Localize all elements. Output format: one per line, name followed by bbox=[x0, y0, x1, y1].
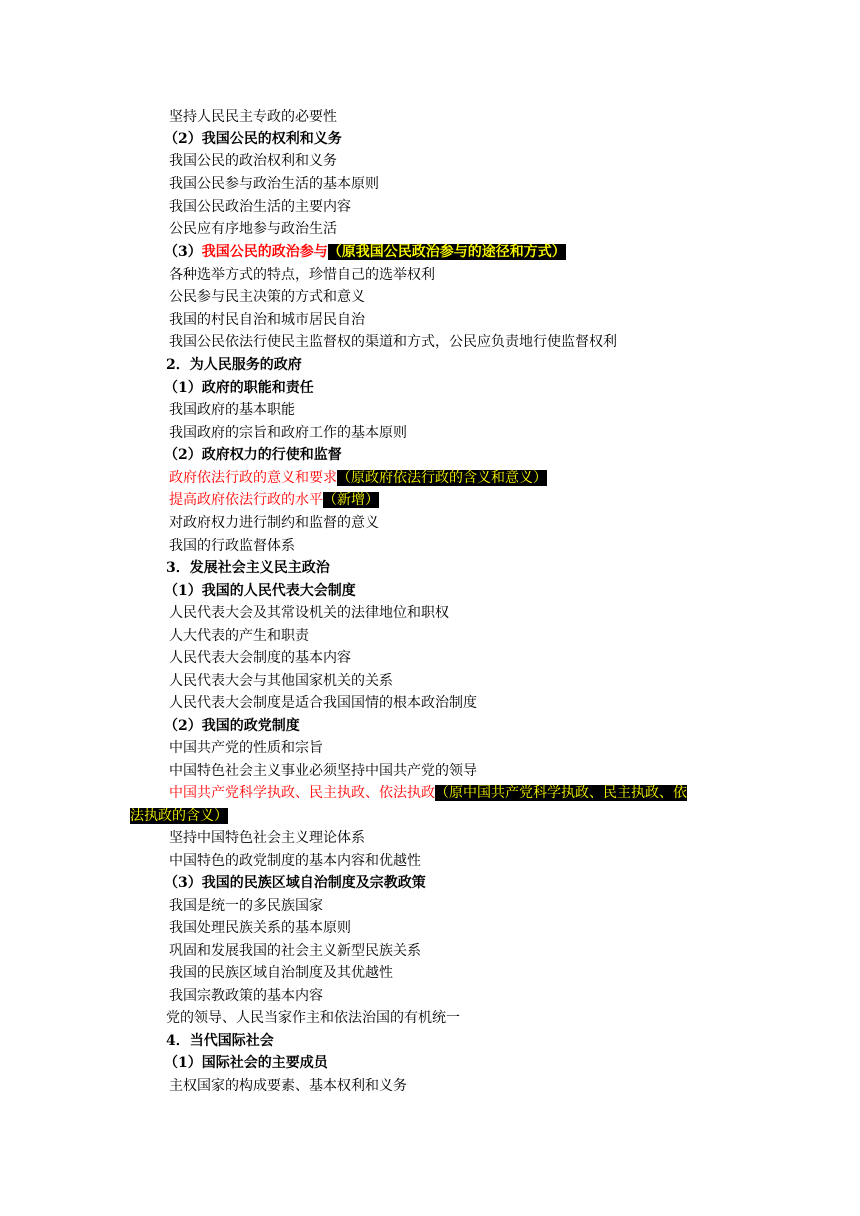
original-title-note: 法执政的含义） bbox=[130, 808, 228, 824]
text-line: 人大代表的产生和职责 bbox=[169, 628, 309, 644]
new-item-text: 提高政府依法行政的水平 bbox=[169, 492, 323, 508]
original-title-note: （原中国共产党科学执政、民主执政、依 bbox=[435, 785, 687, 801]
text-line: 我国的民族区域自治制度及其优越性 bbox=[169, 965, 393, 981]
text-line: 我国公民参与政治生活的基本原则 bbox=[169, 176, 379, 192]
text-line: 主权国家的构成要素、基本权利和义务 bbox=[169, 1078, 407, 1094]
text-line: 我国公民的政治权利和义务 bbox=[169, 153, 337, 169]
text-line bbox=[169, 467, 547, 489]
new-heading-text: 我国公民的政治参与 bbox=[201, 244, 328, 260]
subsection-heading: （1）我国的人民代表大会制度 bbox=[164, 583, 356, 599]
original-title-note: （原政府依法行政的含义和意义） bbox=[337, 470, 547, 486]
section-heading: 3．发展社会主义民主政治 bbox=[166, 560, 330, 576]
section-heading: 4．当代国际社会 bbox=[166, 1033, 274, 1049]
original-title-note: （原我国公民政治参与的途径和方式） bbox=[327, 244, 566, 260]
new-added-note: （新增） bbox=[323, 492, 379, 508]
subsection-heading: （1）政府的职能和责任 bbox=[164, 380, 314, 396]
text-line: 我国政府的宗旨和政府工作的基本原则 bbox=[169, 425, 407, 441]
subsection-heading: （2）政府权力的行使和监督 bbox=[164, 447, 342, 463]
subsection-heading: （3）我国的民族区域自治制度及宗教政策 bbox=[164, 875, 426, 891]
heading-number: （3） bbox=[164, 244, 202, 260]
text-line: 中国特色社会主义事业必须坚持中国共产党的领导 bbox=[169, 763, 477, 779]
text-line: 人民代表大会制度是适合我国国情的根本政治制度 bbox=[169, 695, 477, 711]
text-line: 坚持人民民主专政的必要性 bbox=[169, 109, 337, 125]
subsection-heading: （2）我国公民的权利和义务 bbox=[164, 131, 342, 147]
text-line: 公民参与民主决策的方式和意义 bbox=[169, 289, 365, 305]
text-line: 我国处理民族关系的基本原则 bbox=[169, 920, 351, 936]
text-line: 坚持中国特色社会主义理论体系 bbox=[169, 830, 365, 846]
text-line: 人民代表大会及其常设机关的法律地位和职权 bbox=[169, 605, 449, 621]
text-line: 我国宗教政策的基本内容 bbox=[169, 988, 323, 1004]
text-line bbox=[169, 782, 687, 804]
new-item-text: 中国共产党科学执政、民主执政、依法执政 bbox=[169, 785, 435, 801]
subsection-heading bbox=[164, 241, 566, 263]
text-line: 中国共产党的性质和宗旨 bbox=[169, 740, 323, 756]
subsection-heading: （1）国际社会的主要成员 bbox=[164, 1055, 328, 1071]
text-line: 公民应有序地参与政治生活 bbox=[169, 221, 337, 237]
text-line: 我国的行政监督体系 bbox=[169, 538, 295, 554]
section-heading: 2．为人民服务的政府 bbox=[166, 357, 302, 373]
text-line: 我国政府的基本职能 bbox=[169, 402, 295, 418]
text-line: 对政府权力进行制约和监督的意义 bbox=[169, 515, 379, 531]
text-line: 人民代表大会与其他国家机关的关系 bbox=[169, 673, 393, 689]
text-line: 中国特色的政党制度的基本内容和优越性 bbox=[169, 853, 421, 869]
text-line: 我国公民依法行使民主监督权的渠道和方式，公民应负责地行使监督权利 bbox=[169, 334, 617, 350]
new-item-text: 政府依法行政的意义和要求 bbox=[169, 470, 337, 486]
text-line: 党的领导、人民当家作主和依法治国的有机统一 bbox=[166, 1010, 460, 1026]
text-line: 我国公民政治生活的主要内容 bbox=[169, 199, 351, 215]
text-line: 巩固和发展我国的社会主义新型民族关系 bbox=[169, 943, 421, 959]
text-line: 人民代表大会制度的基本内容 bbox=[169, 650, 351, 666]
text-line-continuation bbox=[130, 805, 228, 827]
text-line: 各种选举方式的特点，珍惜自己的选举权利 bbox=[169, 267, 435, 283]
subsection-heading: （2）我国的政党制度 bbox=[164, 718, 300, 734]
text-line bbox=[169, 489, 379, 511]
text-line: 我国是统一的多民族国家 bbox=[169, 898, 323, 914]
text-line: 我国的村民自治和城市居民自治 bbox=[169, 312, 365, 328]
